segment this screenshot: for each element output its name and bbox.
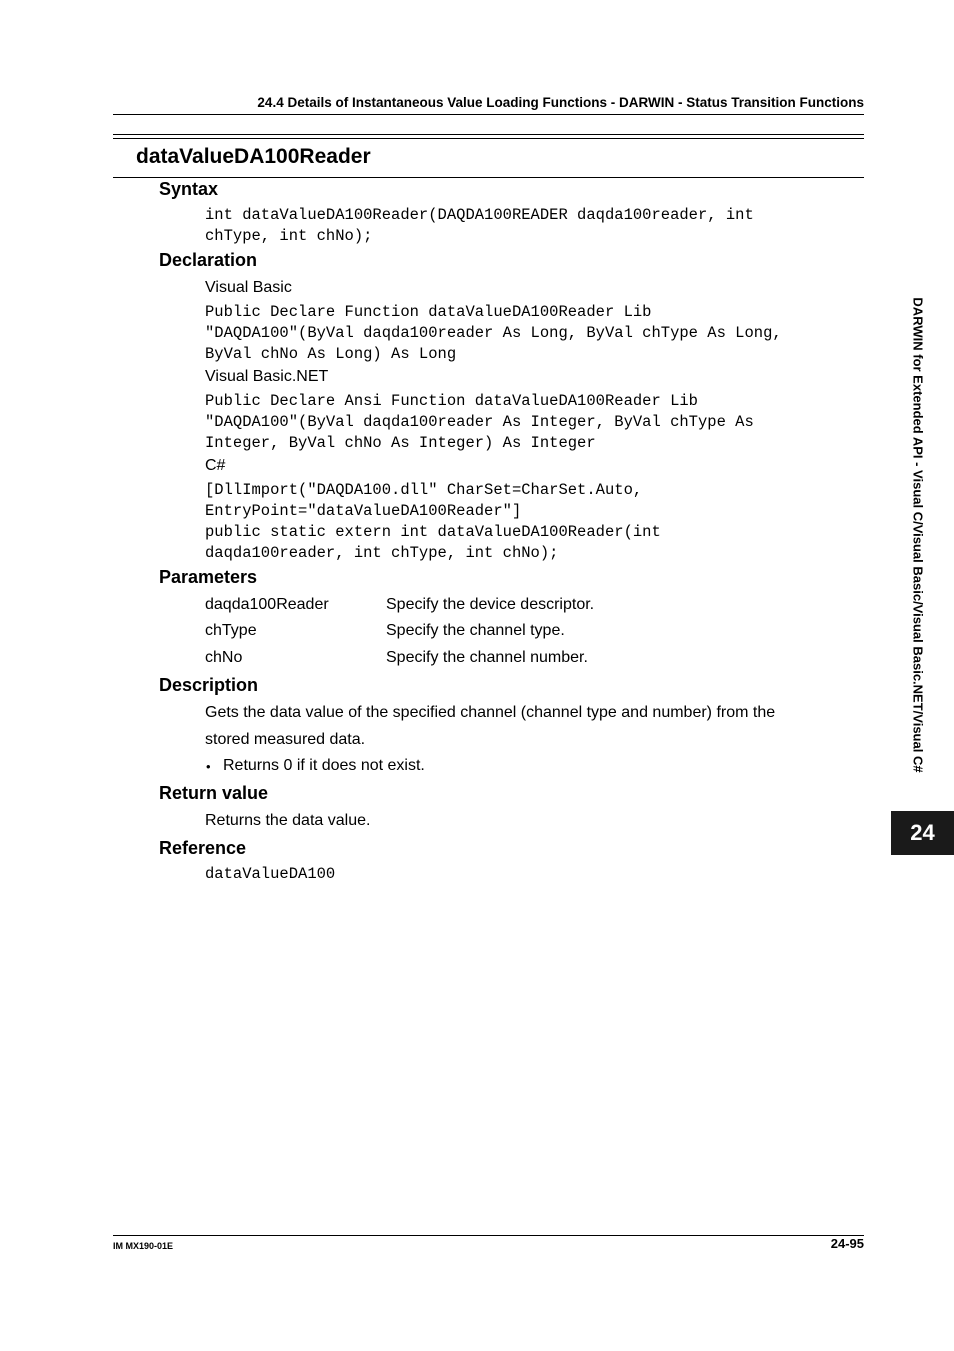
code-line: [DllImport("DAQDA100.dll" CharSet=CharSet.Auto, bbox=[205, 481, 643, 499]
parameter-name: chType bbox=[205, 622, 257, 639]
parameter-description: Specify the channel number. bbox=[386, 649, 588, 666]
parameter-description: Specify the device descriptor. bbox=[386, 596, 595, 613]
syntax-line: chType, int chNo); bbox=[205, 227, 373, 245]
syntax-heading: Syntax bbox=[159, 179, 219, 199]
code-line: EntryPoint="dataValueDA100Reader"] bbox=[205, 502, 522, 520]
chapter-tab: 24 bbox=[891, 811, 954, 855]
vb-declaration-code bbox=[205, 302, 782, 365]
syntax-code bbox=[205, 205, 754, 247]
code-line: "DAQDA100"(ByVal daqda100reader As Long, ByVal chType As Long, bbox=[205, 324, 782, 342]
vb-label: Visual Basic bbox=[205, 279, 292, 296]
parameter-name: daqda100Reader bbox=[205, 596, 329, 613]
description-text: stored measured data. bbox=[205, 731, 366, 748]
description-heading: Description bbox=[159, 675, 259, 695]
reference-heading: Reference bbox=[159, 838, 247, 858]
cs-label: C# bbox=[205, 457, 226, 474]
reference-code: dataValueDA100 bbox=[205, 865, 336, 883]
declaration-heading: Declaration bbox=[159, 250, 258, 270]
code-line: daqda100reader, int chType, int chNo); bbox=[205, 544, 559, 562]
vbnet-label: Visual Basic.NET bbox=[205, 368, 329, 385]
function-title: dataValueDA100Reader bbox=[136, 145, 371, 168]
footer-doc-id: IM MX190-01E bbox=[113, 1241, 174, 1251]
description-bullet-text: Returns 0 if it does not exist. bbox=[223, 757, 425, 774]
parameters-heading: Parameters bbox=[159, 567, 258, 587]
cs-declaration-code bbox=[205, 480, 661, 564]
running-header: 24.4 Details of Instantaneous Value Loading Functions - DARWIN - Status Transition Functions bbox=[257, 95, 864, 110]
code-line: "DAQDA100"(ByVal daqda100reader As Integer, ByVal chType As bbox=[205, 413, 754, 431]
description-text: Gets the data value of the specified channel (channel type and number) from the bbox=[205, 704, 776, 721]
header-rule bbox=[113, 114, 864, 115]
title-rule-bottom bbox=[113, 177, 864, 178]
sidebar-chapter-title: DARWIN for Extended API - Visual C/Visual Basic/Visual Basic.NET/Visual C# bbox=[910, 297, 926, 773]
footer-rule bbox=[113, 1235, 864, 1236]
syntax-line: int dataValueDA100Reader(DAQDA100READER daqda100reader, int bbox=[205, 206, 754, 224]
return-value-text: Returns the data value. bbox=[205, 812, 371, 829]
return-value-heading: Return value bbox=[159, 783, 269, 803]
parameter-description: Specify the channel type. bbox=[386, 622, 565, 639]
vbnet-declaration-code bbox=[205, 391, 754, 454]
parameter-name: chNo bbox=[205, 649, 243, 666]
footer-page-number: 24-95 bbox=[830, 1236, 864, 1251]
code-line: Public Declare Function dataValueDA100Reader Lib bbox=[205, 303, 652, 321]
title-rule-top-1 bbox=[113, 134, 864, 135]
bullet-icon: • bbox=[206, 759, 211, 774]
code-line: Integer, ByVal chNo As Integer) As Integer bbox=[205, 434, 596, 452]
code-line: public static extern int dataValueDA100Reader(int bbox=[205, 523, 661, 541]
title-rule-top-2 bbox=[113, 138, 864, 139]
code-line: Public Declare Ansi Function dataValueDA100Reader Lib bbox=[205, 392, 698, 410]
code-line: ByVal chNo As Long) As Long bbox=[205, 345, 457, 363]
